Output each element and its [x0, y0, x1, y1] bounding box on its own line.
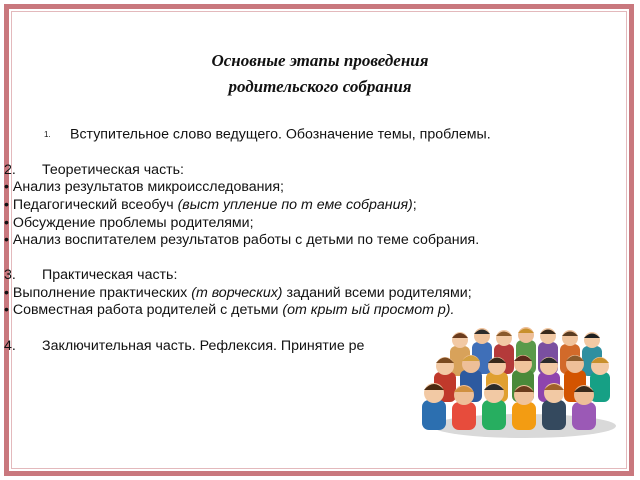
item-2-number: 2.: [4, 161, 16, 178]
item-3-bullet-2: [4, 302, 604, 320]
audience-clipart: [414, 326, 618, 442]
title-line-1: Основные этапы проведения: [211, 51, 429, 70]
item-3-bullet-2-italic: (от крыт ый просмот р).: [282, 302, 455, 319]
item-2-heading-text: Теоретическая часть:: [42, 161, 184, 178]
title-line-2: родительского собрания: [228, 77, 412, 96]
item-3-bullet-1-italic: (т ворческих): [191, 284, 283, 301]
item-3-bullet-2-pre: • Совместная работа родителей с детьми: [4, 302, 283, 319]
item-2-bullet-2-italic: (выст упление по т еме собрания): [177, 196, 413, 213]
slide-title: [0, 48, 640, 100]
item-2-bullet-4: • Анализ воспитателем результатов работы с детьми по теме собрания.: [4, 232, 480, 249]
item-3-bullet-1-pre: • Выполнение практических: [4, 284, 192, 301]
item-3-bullet-1-post: заданий всеми родителями;: [282, 284, 472, 301]
item-1: [44, 126, 604, 144]
item-2-bullet-1: • Анализ результатов микроисследования;: [4, 179, 284, 196]
item-2-bullet-2-text: • Педагогический всеобуч: [4, 196, 178, 213]
item-3-bullet-1: [4, 285, 604, 303]
item-2-bullet-2-end: ;: [412, 196, 417, 213]
item-3-number: 3.: [4, 267, 16, 284]
item-1-number: 1.: [44, 130, 51, 139]
item-1-text: Вступительное слово ведущего. Обозначение темы, проблемы.: [70, 126, 491, 143]
item-4-number: 4.: [4, 337, 16, 354]
item-2-bullet-2: [4, 197, 604, 215]
item-3-heading: [4, 267, 604, 285]
slide-content: [4, 126, 604, 355]
item-2-bullet-3: • Обсуждение проблемы родителями;: [4, 214, 254, 231]
item-2-heading: [0, 162, 604, 180]
item-4-text: Заключительная часть. Рефлексия. Принятие ре: [42, 337, 365, 354]
item-3-heading-text: Практическая часть:: [42, 267, 178, 284]
